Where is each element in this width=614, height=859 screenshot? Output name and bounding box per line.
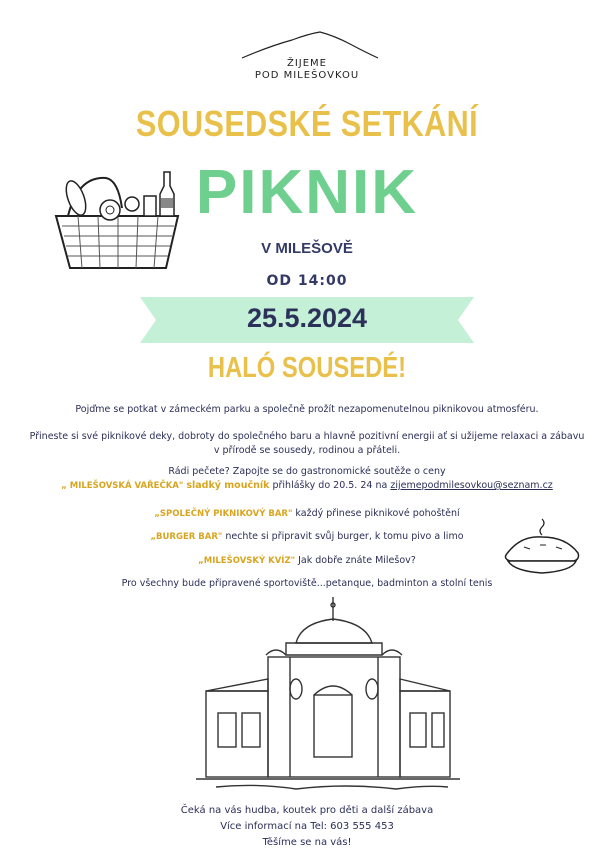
logo-line1: ŽIJEME — [286, 58, 327, 69]
greeting: HALÓ SOUSEDÉ! — [207, 352, 407, 384]
bring-text-2: v přírodě se sousedy, rodinou a přáteli. — [213, 445, 401, 456]
pie-icon — [500, 515, 584, 577]
time: OD 14:00 — [266, 273, 348, 289]
quiz-name: „MILEŠOVSKÝ KVÍZ" — [198, 556, 296, 566]
picnic-basket-icon — [48, 168, 188, 278]
contest-name: „ MILEŠOVSKÁ VAŘEČKA" — [61, 481, 184, 491]
date: 25.5.2024 — [246, 303, 368, 333]
sports-text: Pro všechny bude připravené sportoviště...petanque, badminton a stolní tenis — [121, 578, 493, 589]
contest-signup: přihlášky do 20.5. 24 na — [272, 480, 388, 491]
chateau-drawing-icon — [196, 595, 460, 795]
place: V MILEŠOVĚ — [261, 240, 353, 257]
event-title: PIKNIK — [195, 158, 419, 227]
bar-text: každý přinese piknikové pohoštění — [295, 508, 460, 519]
logo-line2: POD MILEŠOVKOU — [254, 70, 360, 81]
bar-name: „SPOLEČNÝ PIKNIKOVÝ BAR" — [154, 509, 293, 519]
title: SOUSEDSKÉ SETKÁNÍ — [135, 103, 479, 144]
burger-text: nechte si připravit svůj burger, k tomu pivo a limo — [225, 531, 464, 542]
burger-name: „BURGER BAR" — [150, 532, 223, 542]
quiz-text: Jak dobře znáte Milešov? — [298, 555, 416, 566]
contest-dish: sladký moučník — [186, 480, 270, 491]
contest-line1: Rádi pečete? Zapojte se do gastronomické soutěže o ceny — [168, 466, 446, 477]
footer-line3: Těšíme se na vás! — [262, 837, 352, 848]
intro-text: Pojďme se potkat v zámeckém parku a společně prožít nezapomenutelnou piknikovou atmosféru. — [75, 404, 539, 415]
contest-email-link[interactable]: zijemepodmilesovkou@seznam.cz — [390, 480, 553, 491]
contest-line2 — [0, 479, 614, 493]
bring-text-1: Přineste si své piknikové deky, dobroty do společného baru a hlavně pozitivní energii ať si užijeme relaxaci a zábavu — [29, 431, 585, 442]
footer-line1: Čeká na vás hudba, koutek pro děti a další zábava — [180, 805, 434, 816]
footer-line2: Více informací na Tel: 603 555 453 — [220, 821, 394, 832]
logo-text — [0, 58, 614, 82]
mountain-logo-icon — [240, 30, 380, 60]
